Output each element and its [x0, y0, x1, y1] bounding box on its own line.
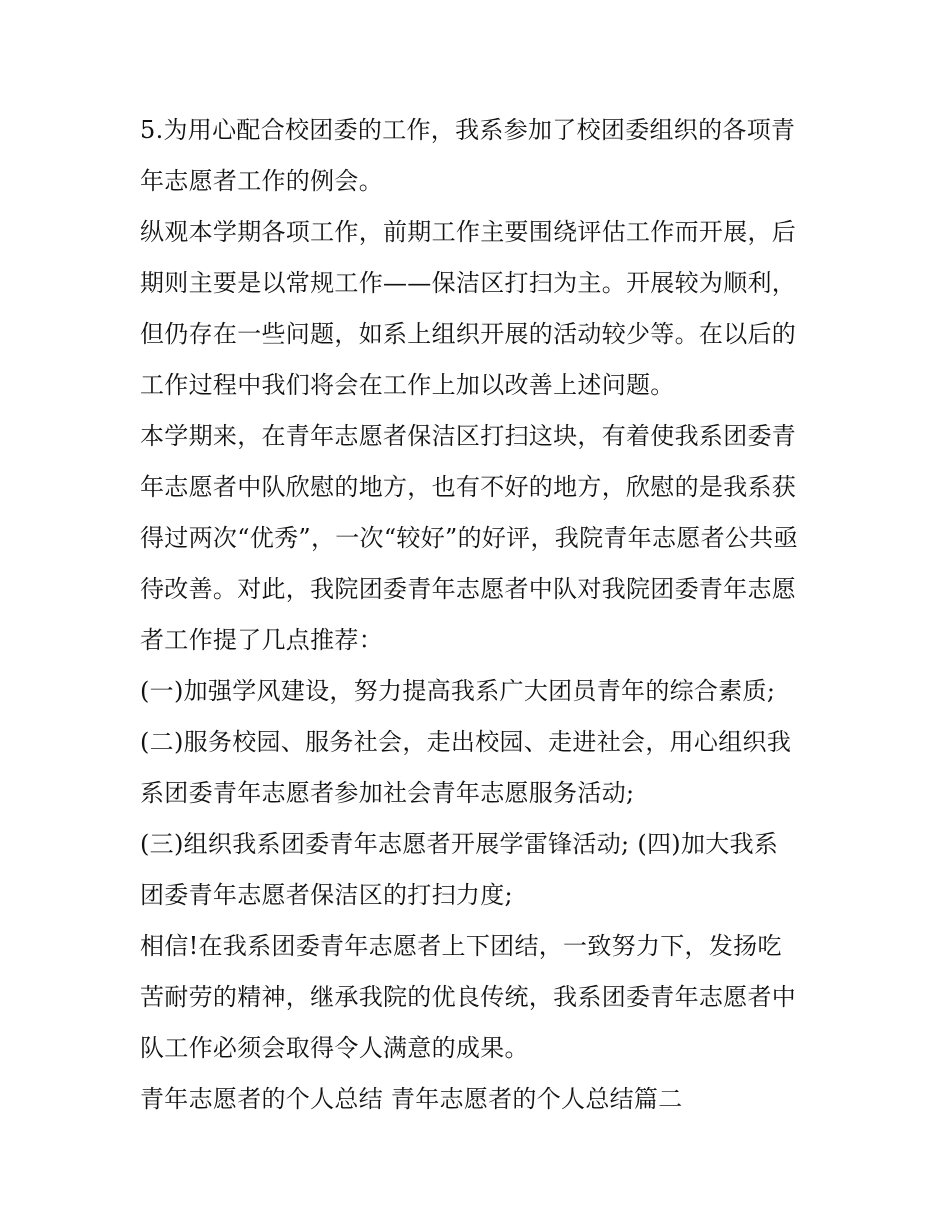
text-line: 本学期来，在青年志愿者保洁区打扫这块，有着使我系团委青 [140, 422, 797, 450]
text-line: (三)组织我系团委青年志愿者开展学雷锋活动; (四)加大我系 [140, 830, 779, 858]
document-body [140, 105, 830, 1125]
text-line: 者工作提了几点推荐： [140, 626, 383, 654]
text-line: (二)服务校园、服务社会，走出校园、走进社会，用心组织我 [140, 728, 792, 756]
text-line: 5.为用心配合校团委的工作，我系参加了校团委组织的各项青 [140, 116, 796, 144]
text-line: (一)加强学风建设，努力提高我系广大团员青年的综合素质; [140, 677, 776, 705]
text-line: 但仍存在一些问题，如系上组织开展的活动较少等。在以后的 [140, 320, 797, 348]
text-line: 队工作必须会取得令人满意的成果。 [140, 1034, 529, 1062]
text-line: 系团委青年志愿者参加社会青年志愿服务活动; [140, 779, 635, 807]
text-line: 纵观本学期各项工作，前期工作主要围绕评估工作而开展，后 [140, 218, 797, 246]
text-line: 待改善。对此，我院团委青年志愿者中队对我院团委青年志愿 [140, 575, 797, 603]
text-line: 相信!在我系团委青年志愿者上下团结，一致努力下，发扬吃 [140, 932, 782, 960]
text-line: 苦耐劳的精神，继承我院的优良传统，我系团委青年志愿者中 [140, 983, 797, 1011]
text-line: 年志愿者中队欣慰的地方，也有不好的地方，欣慰的是我系获 [140, 473, 797, 501]
text-line: 年志愿者工作的例会。 [140, 167, 383, 195]
text-line: 青年志愿者的个人总结 青年志愿者的个人总结篇二 [140, 1085, 683, 1113]
text-line: 工作过程中我们将会在工作上加以改善上述问题。 [140, 371, 675, 399]
text-line: 得过两次“优秀”，一次“较好”的好评，我院青年志愿者公共亟 [140, 524, 798, 552]
text-line: 团委青年志愿者保洁区的打扫力度; [140, 881, 513, 909]
text-line: 期则主要是以常规工作——保洁区打扫为主。开展较为顺利， [140, 269, 797, 297]
